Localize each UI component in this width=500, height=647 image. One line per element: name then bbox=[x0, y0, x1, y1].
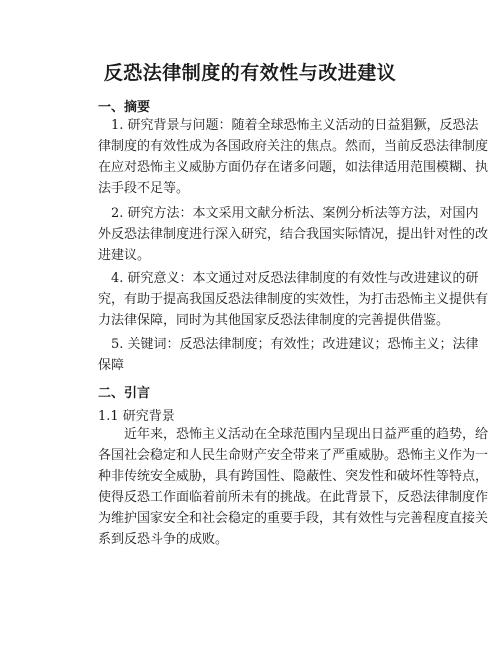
paragraph-line: 4. 研究意义：本文通过对反恐法律制度的有效性与改进建议的研 bbox=[98, 271, 479, 286]
paragraph-line: 律制度的有效性成为各国政府关注的焦点。然而，当前反恐法律制度 bbox=[98, 139, 489, 154]
paragraph-line: 2. 研究方法：本文采用文献分析法、案例分析法等方法，对国内 bbox=[98, 206, 479, 221]
paragraph-line: 力法律保障，同时为其他国家反恐法律制度的完善提供借鉴。 bbox=[98, 313, 450, 328]
paragraph-line: 1. 研究背景与问题：随着全球恐怖主义活动的日益猖獗，反恐法 bbox=[98, 118, 479, 133]
paragraph-line: 外反恐法律制度进行深入研究，结合我国实际情况，提出针对性的改 bbox=[98, 227, 489, 242]
paragraph-line: 各国社会稳定和人民生命财产安全带来了严重威胁。恐怖主义作为一 bbox=[98, 448, 489, 463]
abstract-paragraph-method bbox=[98, 203, 489, 266]
paragraph-line: 5. 关键词：反恐法律制度；有效性；改进建议；恐怖主义；法律 bbox=[98, 337, 479, 352]
abstract-paragraph-background bbox=[98, 115, 489, 199]
paragraph-line: 法手段不足等。 bbox=[98, 181, 190, 196]
document-title: 反恐法律制度的有效性与改进建议 bbox=[103, 62, 397, 84]
paragraph-line: 保障 bbox=[98, 358, 125, 373]
paragraph-line: 进建议。 bbox=[98, 248, 151, 263]
paragraph-line: 为维护国家安全和社会稳定的重要手段，其有效性与完善程度直接关 bbox=[98, 511, 489, 526]
abstract-paragraph-significance bbox=[98, 268, 489, 331]
paragraph-line: 在应对恐怖主义威胁方面仍存在诸多问题，如法律适用范围模糊、执 bbox=[98, 160, 489, 175]
paragraph-line: 系到反恐斗争的成败。 bbox=[98, 532, 229, 547]
section-heading-abstract: 一、摘要 bbox=[98, 100, 151, 115]
paragraph-line: 种非传统安全威胁，具有跨国性、隐蔽性、突发性和破坏性等特点， bbox=[98, 469, 489, 484]
subsection-heading-background: 1.1 研究背景 bbox=[98, 409, 175, 424]
paragraph-line: 使得反恐工作面临着前所未有的挑战。在此背景下，反恐法律制度作 bbox=[98, 490, 489, 505]
paragraph-line: 近年来，恐怖主义活动在全球范围内呈现出日益严重的趋势，给 bbox=[98, 427, 489, 442]
introduction-paragraph bbox=[98, 424, 489, 550]
paragraph-line: 究，有助于提高我国反恐法律制度的实效性，为打击恐怖主义提供有 bbox=[98, 292, 489, 307]
section-heading-introduction: 二、引言 bbox=[98, 386, 151, 401]
abstract-paragraph-keywords bbox=[98, 334, 479, 376]
